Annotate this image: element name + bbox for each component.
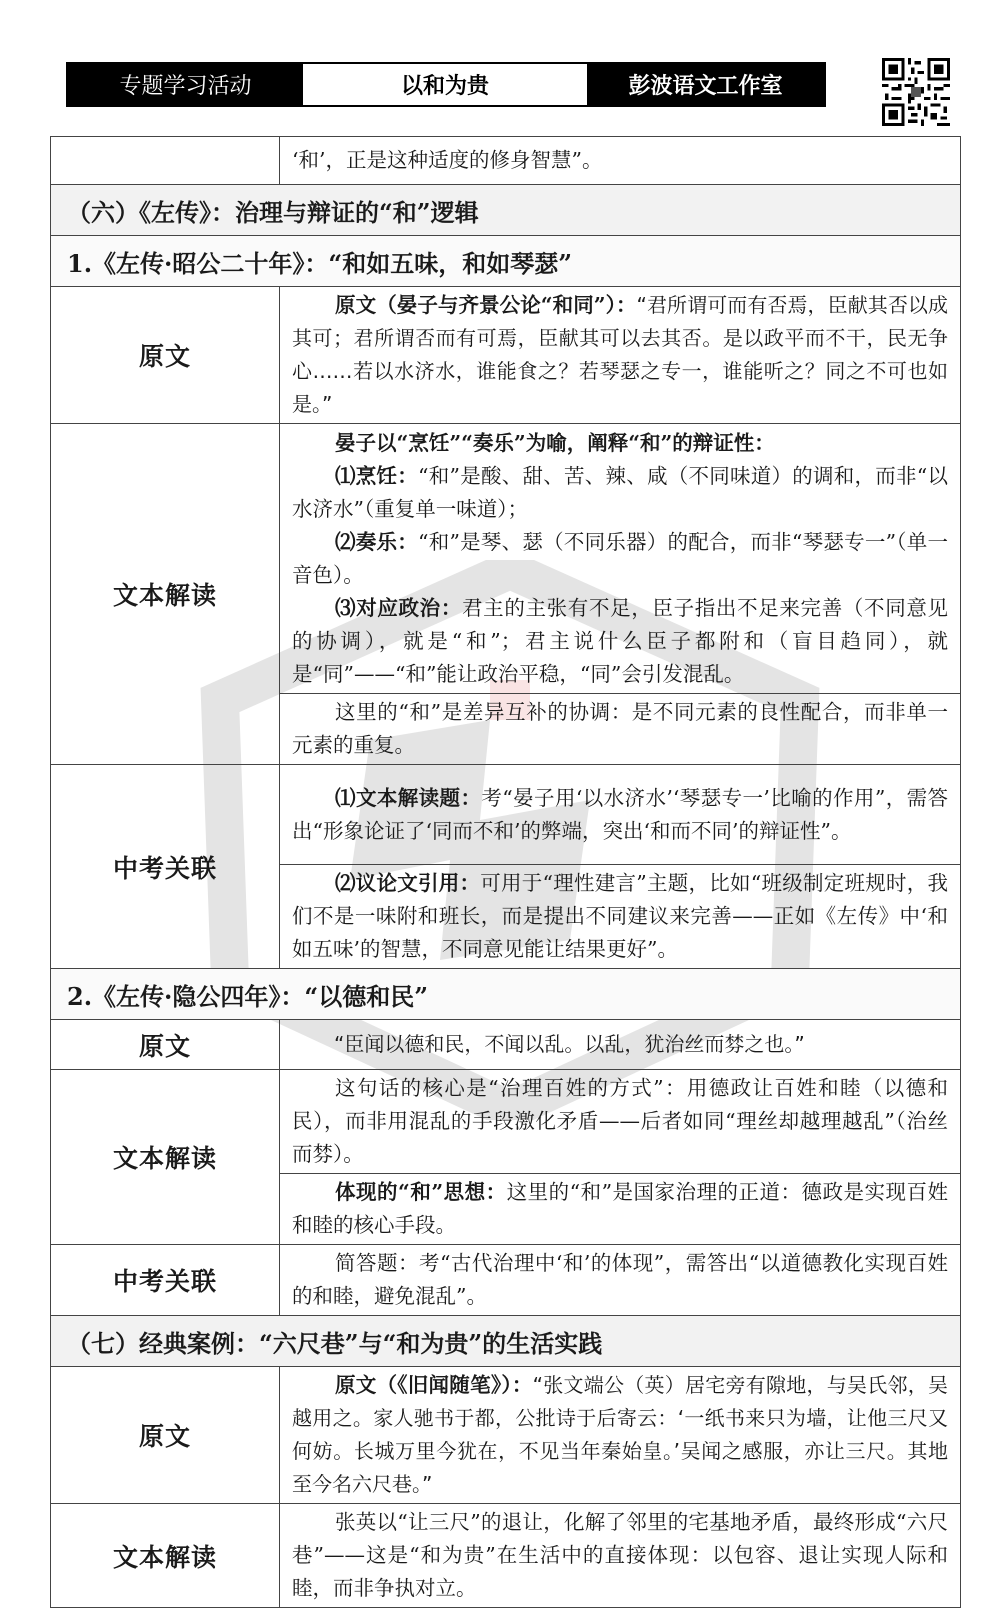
s61-exam-1-text: 考“晏子用‘以水济水’‘琴瑟专一’比喻的作用”，需答出“形象论证了‘同而不和’的弊端，突出‘和而不同’的辩证性”。: [292, 785, 949, 843]
s61-original-label: 原文: [51, 287, 280, 424]
s61-exam-2-text: 可用于“理性建言”主题，比如“班级制定班规时，我们不是一味附和班长，而是提出不同建议来完善——正如《左传》中‘和如五味’的智慧，不同意见能让结果更好”。: [292, 871, 948, 961]
s61-exam-2-head: ⑵议论文引用：: [335, 871, 481, 895]
s61-original-row: [51, 287, 961, 424]
blank-label-cell: [51, 137, 280, 185]
s7-reading-cell: [280, 1504, 961, 1608]
s61-reading-3-text: 君主的主张有不足，臣子指出不足来完善（不同意见的协调），就是“和”；君主说什么臣子都附和（盲目趋同），就是“同”——“和”能让政治平稳，“同”会引发混乱。: [292, 595, 949, 686]
s62-reading-2-text: 这里的“和”是国家治理的正道：德政是实现百姓和睦的核心手段。: [292, 1180, 948, 1237]
s62-exam-label: 中考关联: [51, 1245, 280, 1316]
s61-reading-cell: [280, 424, 961, 694]
section-7-title: （七）经典案例：“六尺巷”与“和为贵”的生活实践: [51, 1316, 961, 1367]
s62-reading-row-a: [51, 1070, 961, 1174]
s62-exam-text: 简答题：考“古代治理中‘和’的体现”，需答出“以道德教化实现百姓的和睦，避免混乱”。: [292, 1251, 948, 1308]
section-6-2-title: 2.《左传·隐公四年》：“以德和民”: [51, 969, 961, 1020]
s62-reading-label: 文本解读: [51, 1070, 280, 1245]
section-6-1-title: 1.《左传·昭公二十年》：“和如五味，和如琴瑟”: [51, 236, 961, 287]
header-bar: [66, 62, 826, 107]
s62-original-row: [51, 1020, 961, 1070]
s7-reading-text: 张英以“让三尺”的退让，化解了邻里的宅基地矛盾，最终形成“六尺巷”——这是“和为贵”在生活中的直接体现：以包容、退让实现人际和睦，而非争执对立。: [292, 1510, 948, 1600]
s7-original-lead: 原文（《旧闻随笔》）：: [335, 1373, 533, 1397]
section-6-1-heading-row: [51, 236, 961, 287]
s7-reading-label: 文本解读: [51, 1504, 280, 1608]
content-table: [50, 136, 961, 1608]
s62-exam-row: [51, 1245, 961, 1316]
s61-reading-label: 文本解读: [51, 424, 280, 765]
s61-reading-intro: 晏子以“烹饪”“奏乐”为喻，阐释“和”的辩证性：: [335, 430, 775, 455]
s62-reading-1: 这句话的核心是“治理百姓的方式”：用德政让百姓和睦（以德和民），而非用混乱的手段激化矛盾——后者如同“理丝却越理越乱”（治丝而棼）。: [292, 1076, 948, 1166]
continuation-row: [51, 137, 961, 185]
header-right: 彭波语文工作室: [587, 64, 824, 105]
s61-reading-2-head: ⑵奏乐：: [335, 529, 418, 554]
qr-code-icon: [882, 58, 950, 126]
s61-reading-2-text: “和”是琴、瑟（不同乐器）的配合，而非“琴瑟专一”（单一音色）。: [292, 529, 949, 587]
s61-original-text: “君所谓可而有否焉，臣献其否以成其可；君所谓否而有可焉，臣献其可以去其否。是以政平而不干，民无争心……若以水济水，谁能食之？若琴瑟之专一，谁能听之？同之不可也如是。”: [292, 293, 948, 416]
s62-reading-2-cell: [280, 1174, 961, 1245]
section-6-2-heading-row: [51, 969, 961, 1020]
s61-reading-1-text: “和”是酸、甜、苦、辣、咸（不同味道）的调和，而非“以水济水”（重复单一味道）；: [292, 463, 948, 521]
s61-original-cell: [280, 287, 961, 424]
s61-exam-row-a: [51, 765, 961, 865]
s61-reading-1-head: ⑴烹饪：: [335, 463, 419, 488]
s61-original-lead: 原文（晏子与齐景公论“和同”）：: [335, 293, 637, 317]
s62-original-label: 原文: [51, 1020, 280, 1070]
s61-reading-summary: 这里的“和”是差异互补的协调：是不同元素的良性配合，而非单一元素的重复。: [292, 700, 948, 757]
section-7-heading-row: [51, 1316, 961, 1367]
section-6-heading-row: [51, 185, 961, 236]
continuation-text: ‘和’，正是这种适度的修身智慧”。: [280, 137, 961, 185]
s61-reading-row-a: [51, 424, 961, 694]
s62-reading-2-head: 体现的“和”思想：: [335, 1180, 507, 1204]
s61-exam-label: 中考关联: [51, 765, 280, 969]
s7-original-row: [51, 1367, 961, 1504]
section-6-title: （六）《左传》：治理与辩证的“和”逻辑: [51, 185, 961, 236]
s62-exam-cell: [280, 1245, 961, 1316]
s7-original-cell: [280, 1367, 961, 1504]
s61-reading-summary-cell: [280, 694, 961, 765]
s7-reading-row: [51, 1504, 961, 1608]
s7-original-label: 原文: [51, 1367, 280, 1504]
s61-reading-3-head: ⑶对应政治：: [335, 595, 463, 620]
s62-original-cell: [280, 1020, 961, 1070]
s61-exam-1-cell: [280, 765, 961, 865]
header-title: 以和为贵: [303, 64, 587, 105]
header-left: 专题学习活动: [68, 64, 303, 105]
s7-original-text: “张文端公（英）居宅旁有隙地，与吴氏邻，吴越用之。家人驰书于都，公批诗于后寄云：‘一纸书来只为墙，让他三尺又何妨。长城万里今犹在，不见当年秦始皇。’吴闻之感服，亦让三尺。其地至今名六尺巷。”: [292, 1373, 948, 1496]
s61-exam-1-head: ⑴文本解读题：: [335, 785, 482, 810]
s61-exam-2-cell: [280, 865, 961, 969]
s62-reading-1-cell: [280, 1070, 961, 1174]
s62-original-text: “臣闻以德和民，不闻以乱。以乱，犹治丝而棼之也。”: [334, 1032, 805, 1056]
